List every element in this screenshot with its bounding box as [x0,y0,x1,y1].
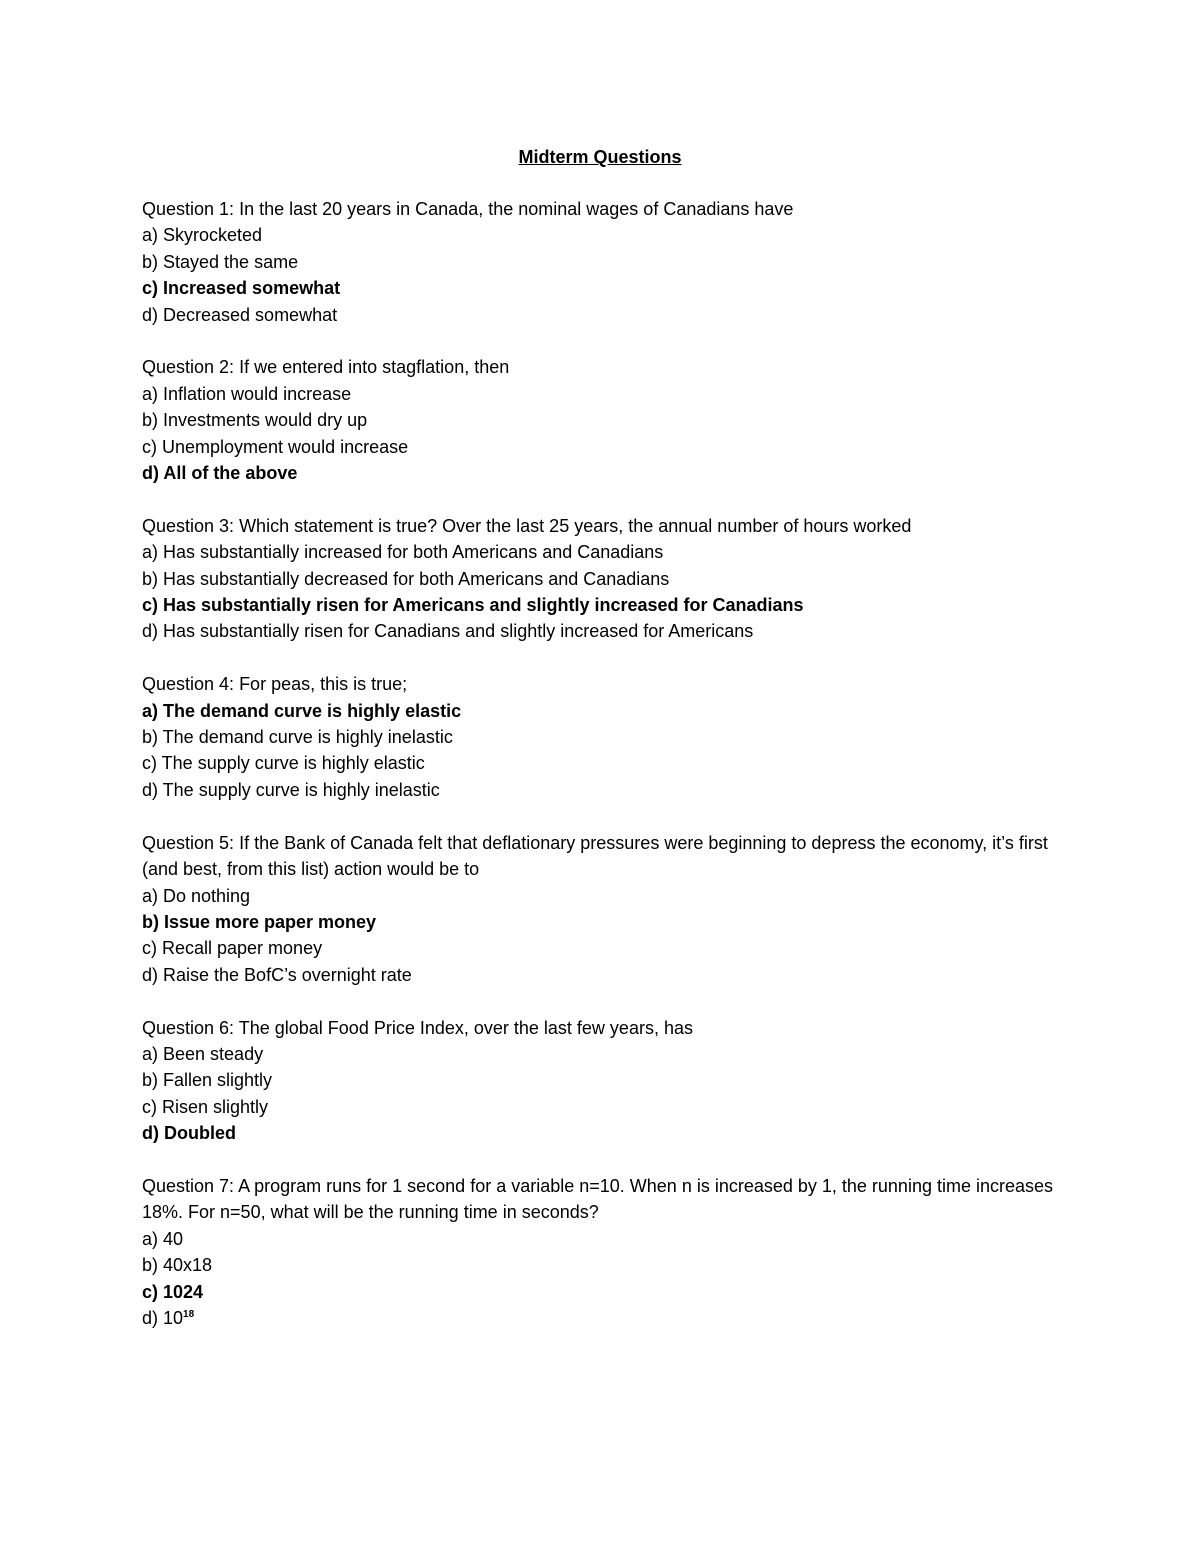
answer-option: c) Risen slightly [142,1096,269,1117]
question-list [142,196,1062,1358]
question-5 [142,830,1062,988]
question-text: A program runs for 1 second for a variable n=10. When n is increased by 1, the running time increases 18%. For n=50, what will be the running time in seconds? [142,1175,1054,1223]
question-3 [142,513,1062,645]
answer-option: a) Inflation would increase [142,383,352,404]
answer-option: d) Decreased somewhat [142,304,338,325]
question-prompt [142,671,1062,697]
answer-option: a) Skyrocketed [142,225,263,246]
question-label: Question 2: [142,357,235,378]
answer-option-correct: a) The demand curve is highly elastic [142,700,462,721]
question-prompt [142,1015,1062,1041]
answer-option: a) Has substantially increased for both Americans and Canadians [142,542,664,563]
answer-option: b) Has substantially decreased for both Americans and Canadians [142,568,670,589]
answer-option: b) Investments would dry up [142,410,368,431]
question-1 [142,196,1062,328]
question-2 [142,354,1062,486]
question-4 [142,671,1062,803]
answer-option-correct: b) Issue more paper money [142,911,377,932]
answer-option: b) The demand curve is highly inelastic [142,727,453,748]
question-prompt [142,1173,1062,1226]
answer-option: d) Raise the BofC’s overnight rate [142,964,412,985]
answer-option: a) Do nothing [142,885,251,906]
question-prompt [142,196,1062,222]
question-label: Question 4: [142,674,235,695]
answer-option: c) Recall paper money [142,938,323,959]
exponent-superscript: 18 [183,1308,195,1320]
answer-option [142,1305,1062,1331]
answer-option: c) Unemployment would increase [142,436,409,457]
question-text: Which statement is true? Over the last 25 years, the annual number of hours worked [234,515,912,536]
document-title: Midterm Questions [518,147,682,167]
question-prompt [142,354,1062,380]
question-text: If the Bank of Canada felt that deflationary pressures were beginning to depress the economy, it’s first (and best, from this list) action would be to [142,832,1048,880]
question-label: Question 5: [142,832,235,853]
answer-option-correct: d) All of the above [142,463,298,484]
answer-option-text: d) 10 [142,1307,184,1328]
question-text: The global Food Price Index, over the last few years, has [234,1017,693,1038]
answer-option: b) Stayed the same [142,251,299,272]
question-text: If we entered into stagflation, then [234,357,510,378]
question-prompt [142,513,1062,539]
question-label: Question 7: [142,1175,235,1196]
answer-option: b) Fallen slightly [142,1070,273,1091]
question-7 [142,1173,1062,1331]
answer-option: a) Been steady [142,1043,264,1064]
question-6 [142,1015,1062,1147]
answer-option-correct: c) 1024 [142,1281,204,1302]
answer-option: d) The supply curve is highly inelastic [142,779,440,800]
question-label: Question 3: [142,515,235,536]
answer-option: b) 40x18 [142,1255,213,1276]
answer-option: d) Has substantially risen for Canadians and slightly increased for Americans [142,621,754,642]
question-label: Question 6: [142,1017,235,1038]
question-text: For peas, this is true; [234,674,408,695]
answer-option: a) 40 [142,1228,184,1249]
question-text: In the last 20 years in Canada, the nominal wages of Canadians have [234,199,794,219]
answer-option-correct: d) Doubled [142,1123,236,1144]
question-prompt [142,830,1062,883]
answer-option-correct: c) Has substantially risen for Americans and slightly increased for Canadians [142,595,804,616]
answer-option: c) The supply curve is highly elastic [142,753,425,774]
question-label: Question 1: [142,199,235,219]
answer-option-correct: c) Increased somewhat [142,278,341,299]
